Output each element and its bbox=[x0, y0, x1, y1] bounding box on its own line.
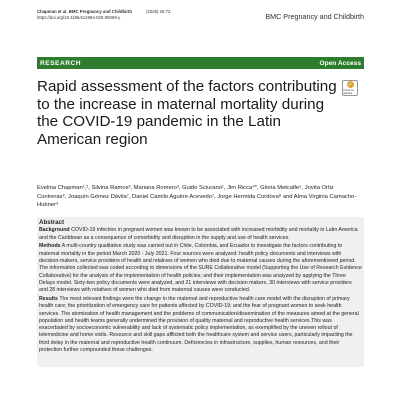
results-label: Results bbox=[39, 295, 58, 302]
article-type-band bbox=[37, 57, 364, 69]
background-text: COVID-19 infection in pregnant women was known to be associated with increased morbidity and mortality in Latin America and the Caribbean as a consequence of comorbidity and disruption in the supply and use of health services. bbox=[39, 227, 358, 241]
cite-prefix: Chapman et al. bbox=[37, 9, 68, 14]
abstract-section bbox=[37, 217, 364, 367]
check-icon: ✓ bbox=[347, 81, 353, 88]
doi-link[interactable]: https://doi.org/10.1186/s12884-025-08069-y bbox=[37, 15, 121, 20]
cite-journal: BMC Pregnancy and Childbirth bbox=[68, 9, 133, 14]
check-for-updates-button[interactable] bbox=[342, 80, 358, 96]
journal-name: BMC Pregnancy and Childbirth bbox=[265, 12, 364, 21]
methods-label: Methods bbox=[39, 243, 61, 250]
abstract-heading: Abstract bbox=[39, 219, 65, 226]
cite-year-volume: (2026) 26:72 bbox=[146, 9, 171, 14]
background-label: Background bbox=[39, 227, 70, 234]
methods-text: A multi-country qualitative study was carried out in Chile, Colombia, and Ecuador to investigate the factors contributing to maternal mortality in the period March 2020 - July 2021. Four sources were analyzed: health policy documents and interviews with decision-makers, service providers of health and relatives of women who died due to maternal causes during the aforementioned period. The information collected was coded according to dimensions of the SURE Collaborative model (Supporting the Use of Research Evidence Collaborative) for the analysis of the implementation of health policies; and their implementation was analyzed by applying the Three Delays model. Sixty-two policy documents were analyzed, and 21 interviews with decision makers, 30 interviews with service providers and 28 interviews with relatives of women who died from maternal causes were conducted. bbox=[39, 243, 362, 294]
open-access-label: Open Access bbox=[319, 59, 361, 67]
author-list: Evelina Chapman¹,², Silvina Ramos³, Mariana Romero³, Guido Sciurano¹, Jim Ricca⁴*, Gloria Metcalfe⁵, Jovita Ortiz Contreras⁶, Joaquín Gómez Dávila⁷, Daniel Camilo Aguirre Acevedo⁷, Jorge Hermida Cordova⁸ and Alma Virginia Camacho-Hubner⁹ bbox=[37, 185, 357, 209]
abstract-background bbox=[39, 227, 362, 242]
abstract-results bbox=[39, 296, 362, 354]
page-header bbox=[37, 9, 364, 31]
check-for-updates-label: Check for updates bbox=[343, 89, 355, 95]
abstract-methods bbox=[39, 243, 362, 294]
article-type-label: RESEARCH bbox=[40, 59, 82, 67]
article-title: Rapid assessment of the factors contributing to the increase in maternal mortality during the COVID-19 pandemic in the Latin American region bbox=[37, 78, 337, 148]
results-text: The most relevant findings were the change in the maternal and reproductive health care model with the disruption of primary health care; the prioritization of emergency care for patients affected by COVID-19; and the fear of pregnant women to seek health services. The atomization of health management and the problems of communication/dissemination of the measures aimed at the general population and health teams generally undermined the provision of quality maternal and reproductive health services.This was exacerbated by socioeconomic vulnerability and lack of systematic policy implementation, as exemplified by the uneven rollout of telemedicine and home visits. Resource and skill gaps afflicted both the healthcare system and service users, particularly impacting the third delay in the maternal and reproductive health continuum. Deficiencies in infrastructure, supplies, human resources, and their protection further compounded these challenges. bbox=[39, 295, 359, 354]
